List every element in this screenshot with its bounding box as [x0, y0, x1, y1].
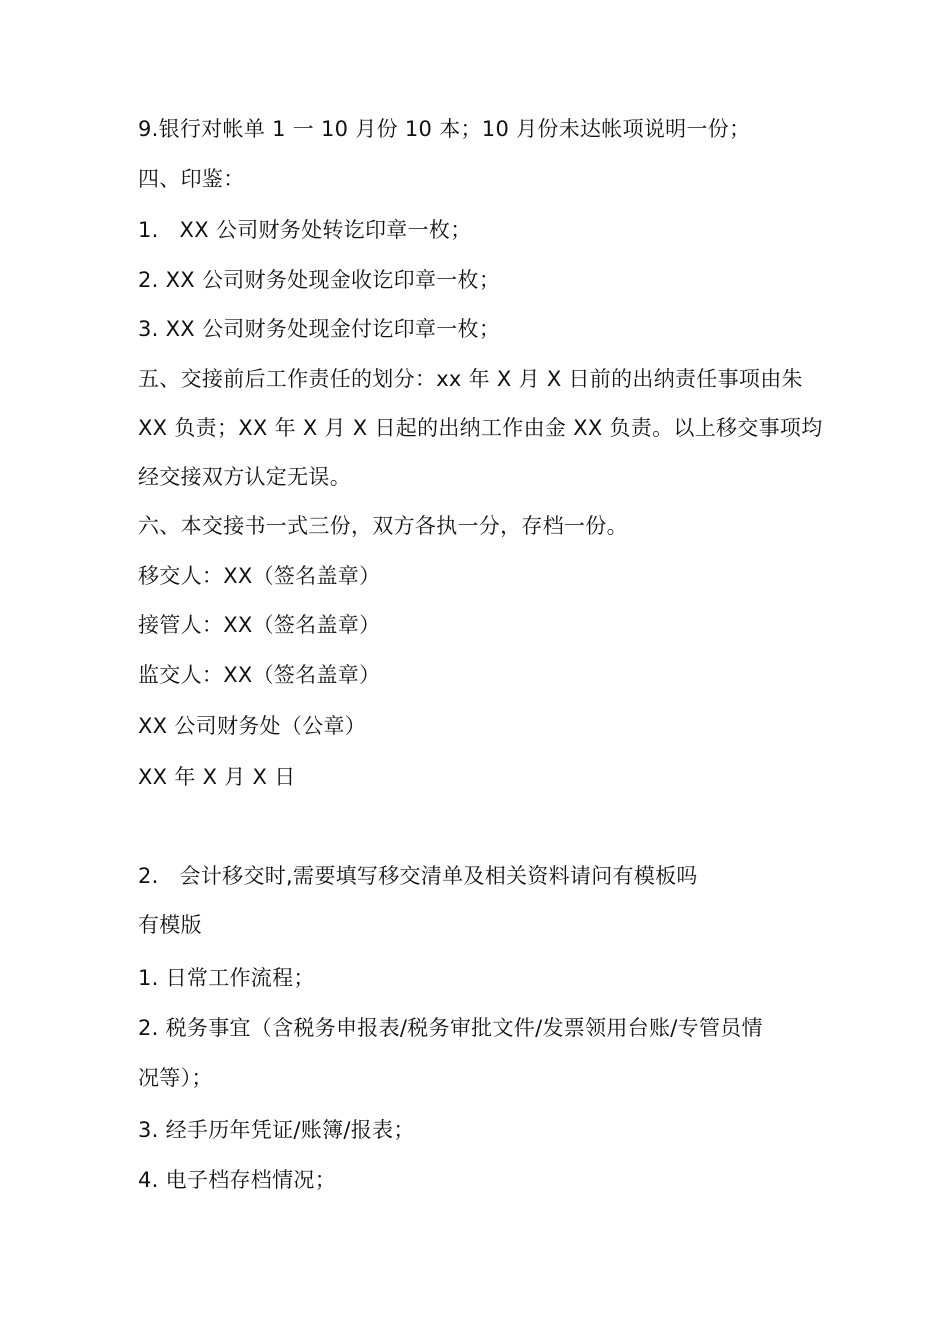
- handover-person-line: 移交人：XX（签名盖章）: [138, 564, 381, 588]
- seal-item-3: 3. XX 公司财务处现金付讫印章一枚；: [138, 317, 501, 341]
- company-seal-line: XX 公司财务处（公章）: [138, 714, 367, 738]
- list-item-3: 3. 经手历年凭证/账簿/报表；: [138, 1118, 415, 1142]
- responsibility-line-3: 经交接双方认定无误。: [138, 465, 351, 489]
- list-item-4: 4. 电子档存档情况；: [138, 1168, 337, 1192]
- responsibility-line-2: XX 负责；XX 年 X 月 X 日起的出纳工作由金 XX 负责。以上移交事项均: [138, 416, 823, 440]
- seal-item-2: 2. XX 公司财务处现金收讫印章一枚；: [138, 268, 501, 292]
- copies-line: 六、本交接书一式三份，双方各执一分，存档一份。: [138, 514, 628, 538]
- list-item-1: 1. 日常工作流程；: [138, 966, 315, 990]
- responsibility-line-1: 五、交接前后工作责任的划分：xx 年 X 月 X 日前的出纳责任事项由朱: [138, 367, 803, 391]
- list-item-2-line-2: 况等）；: [138, 1066, 213, 1090]
- list-item-2-line-1: 2. 税务事宜（含税务申报表/税务审批文件/发票领用台账/专管员情: [138, 1016, 763, 1040]
- answer-line: 有模版: [138, 913, 202, 937]
- date-line: XX 年 X 月 X 日: [138, 765, 296, 789]
- seal-item-1: 1. XX 公司财务处转讫印章一枚；: [138, 218, 472, 242]
- question-heading: 2. 会计移交时,需要填写移交清单及相关资料请问有模板吗: [138, 864, 698, 888]
- receiver-person-line: 接管人：XX（签名盖章）: [138, 613, 381, 637]
- bank-statement-line: 9.银行对帐单 1 一 10 月份 10 本；10 月份未达帐项说明一份；: [138, 117, 751, 141]
- supervisor-person-line: 监交人：XX（签名盖章）: [138, 663, 381, 687]
- section-seals-heading: 四、印鉴：: [138, 167, 245, 191]
